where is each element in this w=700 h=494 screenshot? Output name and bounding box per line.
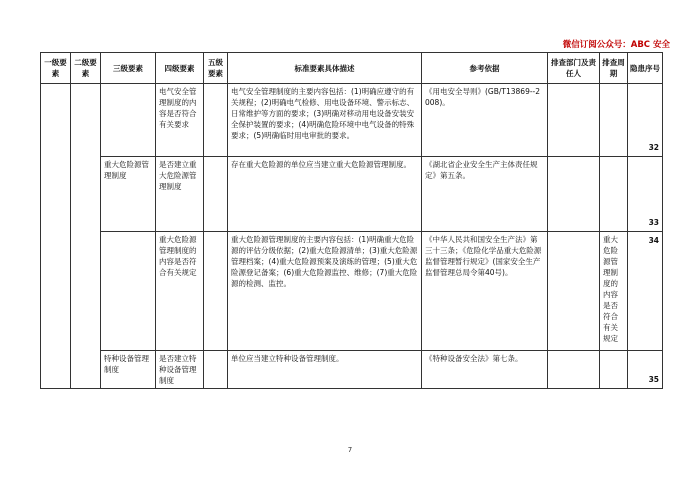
header-level1: 一级要素: [41, 53, 71, 84]
level4-cell: 电气安全管理制度的内容是否符合有关要求: [156, 84, 204, 157]
level4-cell: 重大危险源管理制度的内容是否符合有关规定: [156, 232, 204, 351]
table-row: [41, 84, 663, 157]
header-cycle: 排查周期: [600, 53, 628, 84]
cycle-cell: 重大危险源管理制度的内容是否符合有关规定: [600, 232, 628, 351]
header-level5: 五级要素: [204, 53, 228, 84]
header-description: 标准要素具体描述: [228, 53, 422, 84]
hazard-number: 34: [628, 232, 663, 351]
level1-cell: [41, 84, 71, 389]
dept-cell: [548, 157, 600, 232]
description-cell: 重大危险源管理制度的主要内容包括：(1)明确重大危险源的评估分级依据；(2)重大危险源清单；(3)重大危险源管理档案；(4)重大危险源预案及演练的管理；(5)重大危险源登记备案；(6)重大危险源监控、维修；(7)重大危险源的检测、监控。: [228, 232, 422, 351]
reference-cell: 《特种设备安全法》第七条。: [422, 351, 548, 389]
table-row: [41, 351, 663, 389]
header-number: 隐患序号: [628, 53, 663, 84]
level3-cell: 重大危险源管理制度: [101, 157, 156, 232]
hazard-number: 32: [628, 84, 663, 157]
header-reference: 参考依据: [422, 53, 548, 84]
cycle-cell: [600, 84, 628, 157]
level5-cell: [204, 232, 228, 351]
reference-cell: 《用电安全导则》(GB/T13869--2008)。: [422, 84, 548, 157]
header-level4: 四级要素: [156, 53, 204, 84]
hazard-number: 35: [628, 351, 663, 389]
level2-cell: [71, 84, 101, 389]
level3-cell: 特种设备管理制度: [101, 351, 156, 389]
cycle-cell: [600, 351, 628, 389]
table-header-row: [41, 53, 663, 84]
inspection-table: [40, 52, 663, 389]
dept-cell: [548, 351, 600, 389]
level3-cell: [101, 232, 156, 351]
header-dept: 排查部门及责任人: [548, 53, 600, 84]
description-cell: 单位应当建立特种设备管理制度。: [228, 351, 422, 389]
header-level3: 三级要素: [101, 53, 156, 84]
reference-cell: 《中华人民共和国安全生产法》第三十三条；《危险化学品重大危险源监督管理暂行规定》(国家安全生产监督管理总局令第40号)。: [422, 232, 548, 351]
level5-cell: [204, 84, 228, 157]
description-cell: 电气安全管理制度的主要内容包括：(1)明确应遵守的有关规程；(2)明确电气检修、用电设备环境、警示标志、日常维护等方面的要求；(3)明确对移动用电设备安装安全保护装置的要求；(4)明确危险环境中电气设备的特殊要求；(5)明确临时用电审批的要求。: [228, 84, 422, 157]
description-cell: 存在重大危险源的单位应当建立重大危险源管理制度。: [228, 157, 422, 232]
level4-cell: 是否建立重大危险源管理制度: [156, 157, 204, 232]
header-level2: 二级要素: [71, 53, 101, 84]
level5-cell: [204, 351, 228, 389]
hazard-number: 33: [628, 157, 663, 232]
dept-cell: [548, 232, 600, 351]
level5-cell: [204, 157, 228, 232]
watermark-text: 微信订阅公众号：ABC 安全: [562, 40, 670, 50]
cycle-cell: [600, 157, 628, 232]
reference-cell: 《湖北省企业安全生产主体责任规定》第五条。: [422, 157, 548, 232]
dept-cell: [548, 84, 600, 157]
page-number: 7: [347, 446, 353, 454]
level3-cell: [101, 84, 156, 157]
level4-cell: 是否建立特种设备管理制度: [156, 351, 204, 389]
table-row: [41, 157, 663, 232]
table-row: [41, 232, 663, 351]
